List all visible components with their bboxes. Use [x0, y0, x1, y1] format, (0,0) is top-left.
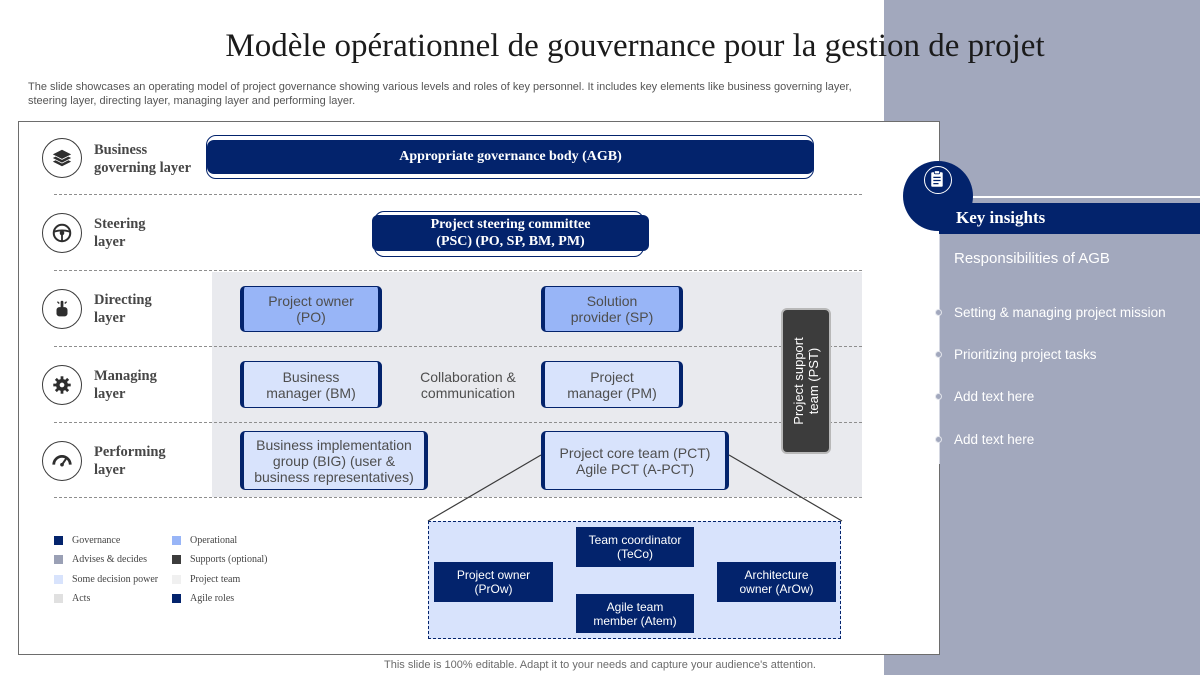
project-core-team-node: Project core team (PCT) Agile PCT (A-PCT) [541, 431, 729, 490]
project-manager-node: Project manager (PM) [541, 361, 683, 408]
agile-project-owner-node: Project owner (PrOw) [434, 562, 553, 602]
hand-pointer-icon [42, 289, 82, 329]
performing-layer-label: Performing layer [94, 444, 166, 478]
separator-line [54, 346, 862, 347]
footer-note: This slide is 100% editable. Adapt it to your needs and capture your audience's attention. [384, 659, 816, 671]
separator-line [54, 194, 862, 195]
legend-swatch [172, 575, 181, 584]
bullet-dot [935, 309, 942, 316]
separator-line [54, 422, 862, 423]
legend-operational: Operational [172, 535, 237, 546]
architecture-owner-node: Architecture owner (ArOw) [717, 562, 836, 602]
key-insight-item: Prioritizing project tasks [954, 347, 1097, 362]
page-title: Modèle opérationnel de gouvernance pour la gestion de projet [225, 28, 1045, 64]
key-insight-item: Setting & managing project mission [954, 305, 1166, 320]
project-support-team-node: Project support team (PST) [781, 308, 831, 454]
legend-agile-roles: Agile roles [172, 593, 234, 604]
bullet-dot [935, 393, 942, 400]
gear-icon [42, 365, 82, 405]
clipboard-list-icon [924, 166, 952, 194]
key-insights-timeline [939, 234, 940, 464]
legend-swatch [54, 575, 63, 584]
page-subtitle: The slide showcases an operating model of project governance showing various levels and roles of key personnel. It includes key elements like business governing layer, steering layer, directing layer, managing layer and performing layer. [28, 81, 852, 107]
business-layer-label: Business governing layer [94, 142, 192, 176]
legend-project-team: Project team [172, 574, 240, 585]
legend-swatch [172, 594, 181, 603]
psc-node: Project steering committee (PSC) (PO, SP, BM, PM) [372, 215, 649, 251]
team-coordinator-node: Team coordinator (TeCo) [576, 527, 694, 567]
legend-swatch [54, 594, 63, 603]
directing-layer-label: Directing layer [94, 292, 152, 326]
collaboration-label: Collaboration & communication [420, 369, 516, 401]
agile-team-member-node: Agile team member (Atem) [576, 594, 694, 633]
key-insight-item: Add text here [954, 389, 1035, 404]
steering-wheel-icon [42, 213, 82, 253]
managing-layer-label: Managing layer [94, 368, 157, 402]
legend-supports-optional: Supports (optional) [172, 554, 268, 565]
separator-line [54, 270, 862, 271]
legend-governance: Governance [54, 535, 120, 546]
key-insights-subtitle: Responsibilities of AGB [954, 250, 1110, 267]
key-insight-item: Add text here [954, 432, 1035, 447]
business-implementation-group-node: Business implementation group (BIG) (user & business representatives) [240, 431, 428, 490]
agb-node: Appropriate governance body (AGB) [207, 140, 814, 174]
separator-line [54, 497, 862, 498]
key-insights-title: Key insights [956, 208, 1046, 227]
solution-provider-node: Solution provider (SP) [541, 286, 683, 332]
legend-swatch [54, 536, 63, 545]
legend-acts: Acts [54, 593, 90, 604]
legend-swatch [54, 555, 63, 564]
bullet-dot [935, 436, 942, 443]
bullet-dot [935, 351, 942, 358]
legend-some-decision-power: Some decision power [54, 574, 158, 585]
layers-icon [42, 138, 82, 178]
legend-swatch [172, 555, 181, 564]
legend-advises-decides: Advises & decides [54, 554, 147, 565]
business-manager-node: Business manager (BM) [240, 361, 382, 408]
legend-swatch [172, 536, 181, 545]
steering-layer-label: Steering layer [94, 216, 146, 250]
project-owner-node: Project owner (PO) [240, 286, 382, 332]
gauge-icon [42, 441, 82, 481]
